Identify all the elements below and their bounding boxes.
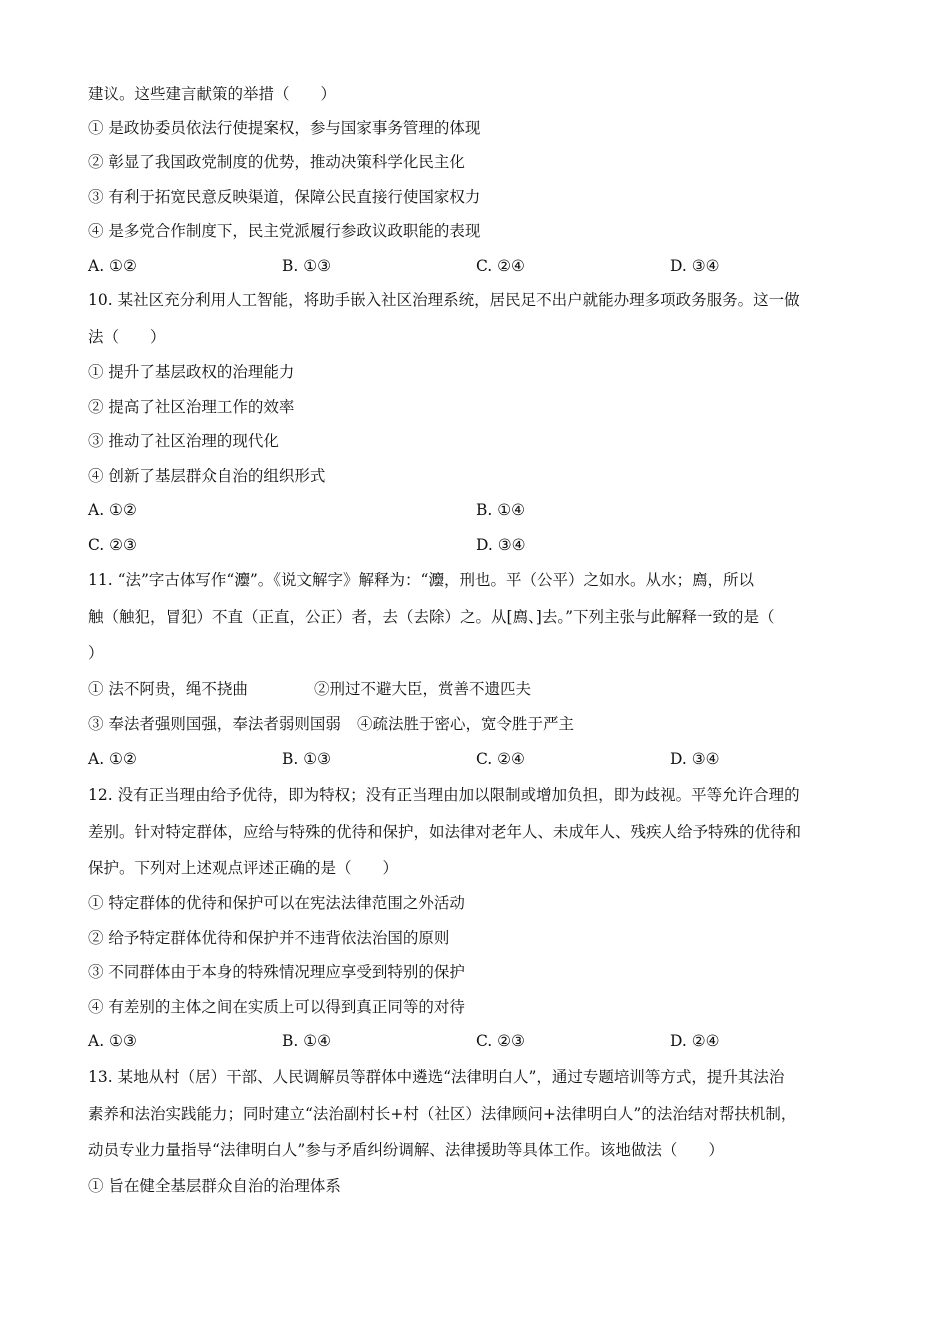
q9-option-c[interactable]: C. ②④ <box>476 257 525 275</box>
q11-stem-line-3: ） <box>88 644 104 662</box>
q12-item-2: ② 给予特定群体优待和保护并不违背依法治国的原则 <box>88 929 450 947</box>
q12-option-d[interactable]: D. ②④ <box>670 1032 720 1050</box>
q11-option-c[interactable]: C. ②④ <box>476 750 525 768</box>
q9-option-a[interactable]: A. ①② <box>88 257 137 275</box>
q10-option-d[interactable]: D. ③④ <box>476 536 526 554</box>
q11-option-a[interactable]: A. ①② <box>88 750 137 768</box>
q11-stem-line-2: 触（触犯，冒犯）不直（正直，公正）者，去（去除）之。从[廌、]去。”下列主张与此解释一致的是（ <box>88 608 775 626</box>
q11-item-2: ②刑过不避大臣，赏善不遗匹夫 <box>313 680 531 698</box>
q10-stem-line-2: 法（ ） <box>88 328 166 346</box>
q10-option-b[interactable]: B. ①④ <box>476 501 526 519</box>
q10-item-1: ① 提升了基层政权的治理能力 <box>88 363 295 381</box>
q9-item-4: ④ 是多党合作制度下，民主党派履行参政议政职能的表现 <box>88 222 481 240</box>
q12-item-1: ① 特定群体的优待和保护可以在宪法法律范围之外活动 <box>88 894 465 912</box>
q13-stem-line-3: 动员专业力量指导“法律明白人”参与矛盾纠纷调解、法律援助等具体工作。该地做法（ ） <box>88 1141 724 1159</box>
q9-option-d[interactable]: D. ③④ <box>670 257 720 275</box>
q13-stem-line-1: 13. 某地从村（居）干部、人民调解员等群体中遴选“法律明白人”，通过专题培训等方式，提升其法治 <box>88 1068 785 1086</box>
q12-option-b[interactable]: B. ①④ <box>282 1032 332 1050</box>
q10-item-3: ③ 推动了社区治理的现代化 <box>88 432 279 450</box>
q9-stem: 建议。这些建言献策的举措（ ） <box>88 85 337 103</box>
q12-stem-line-3: 保护。下列对上述观点评述正确的是（ ） <box>88 859 399 877</box>
q12-stem-line-2: 差别。针对特定群体，应给与特殊的优待和保护，如法律对老年人、未成年人、残疾人给予特殊的优待和 <box>88 823 802 841</box>
q10-option-c[interactable]: C. ②③ <box>88 536 137 554</box>
q10-option-a[interactable]: A. ①② <box>88 501 137 519</box>
q12-option-c[interactable]: C. ②③ <box>476 1032 525 1050</box>
q12-option-a[interactable]: A. ①③ <box>88 1032 137 1050</box>
q11-items-row-1 <box>88 679 531 699</box>
q12-stem-line-1: 12. 没有正当理由给予优待，即为特权；没有正当理由加以限制或增加负担，即为歧视。平等允许合理的 <box>88 786 800 804</box>
q10-stem-line-1: 10. 某社区充分利用人工智能，将助手嵌入社区治理系统，居民足不出户就能办理多项政务服务。这一做 <box>88 291 800 309</box>
q11-option-b[interactable]: B. ①③ <box>282 750 332 768</box>
q10-item-2: ② 提高了社区治理工作的效率 <box>88 398 295 416</box>
q11-item-1: ① 法不阿贵，绳不挠曲 <box>88 680 248 698</box>
q9-item-3: ③ 有利于拓宽民意反映渠道，保障公民直接行使国家权力 <box>88 188 481 206</box>
q11-option-d[interactable]: D. ③④ <box>670 750 720 768</box>
q10-item-4: ④ 创新了基层群众自治的组织形式 <box>88 467 326 485</box>
q13-item-1: ① 旨在健全基层群众自治的治理体系 <box>88 1177 341 1195</box>
q11-items-row-2 <box>88 714 574 734</box>
q11-stem-line-1: 11. “法”字古体写作“灋”。《说文解字》解释为：“灋，刑也。平（公平）之如水。从水；廌，所以 <box>88 571 754 589</box>
q12-item-4: ④ 有差别的主体之间在实质上可以得到真正同等的对待 <box>88 998 465 1016</box>
q9-item-2: ② 彰显了我国政党制度的优势，推动决策科学化民主化 <box>88 153 465 171</box>
q9-option-b[interactable]: B. ①③ <box>282 257 332 275</box>
q11-item-3: ③ 奉法者强则国强，奉法者弱则国弱 <box>88 715 341 733</box>
q9-item-1: ① 是政协委员依法行使提案权，参与国家事务管理的体现 <box>88 119 481 137</box>
q11-item-4: ④疏法胜于密心，宽令胜于严主 <box>356 715 574 733</box>
q12-item-3: ③ 不同群体由于本身的特殊情况理应享受到特别的保护 <box>88 963 465 981</box>
q13-stem-line-2: 素养和法治实践能力；同时建立“法治副村长+村（社区）法律顾问+法律明白人”的法治结对帮扶机制， <box>88 1105 797 1123</box>
